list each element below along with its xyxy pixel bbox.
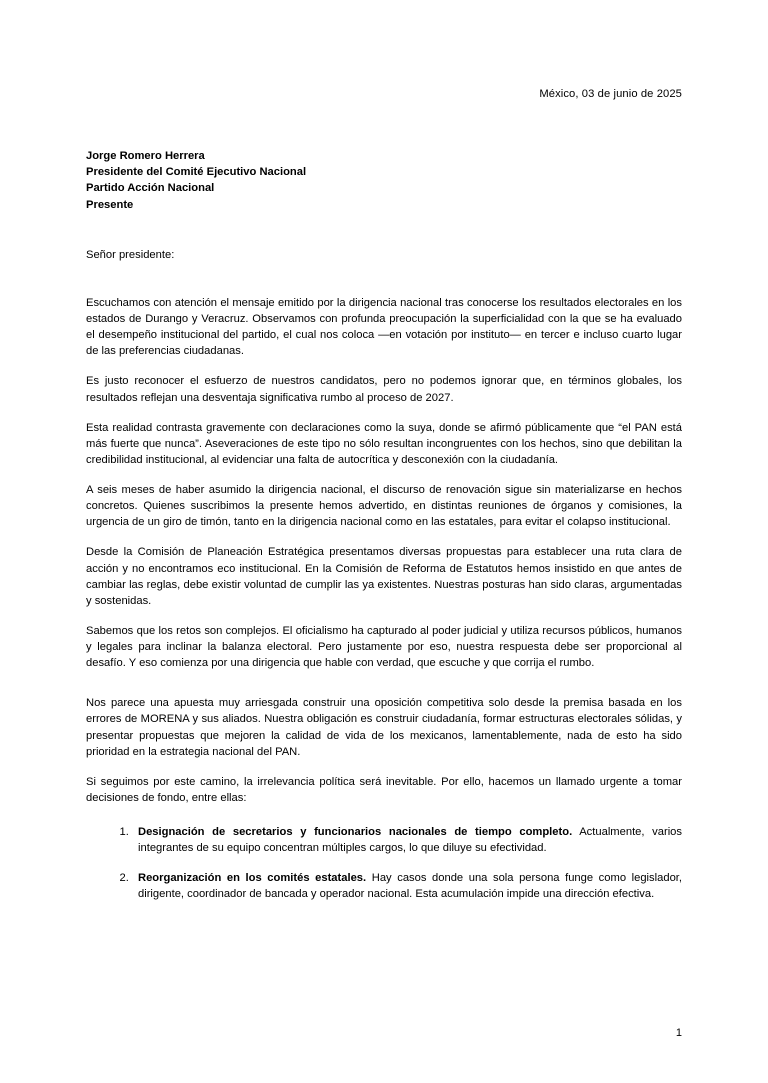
paragraph-6: Sabemos que los retos son complejos. El oficialismo ha capturado al poder judicial y utiliza recursos públicos, humanos y legales para inclinar la balanza electoral. Pero justamente por eso, nuestra respuesta debe ser proporcional al desafío. Y eso comienza por una dirigencia que hable con verdad, que escuche y que corrija el rumbo. — [86, 624, 682, 670]
numbered-list — [86, 824, 682, 903]
list-item-text: Hay casos donde una sola persona funge como legislador, dirigente, coordinador de bancada y operador nacional. Esta acumulación impide una dirección efectiva. — [138, 872, 683, 901]
paragraph-3: Esta realidad contrasta gravemente con declaraciones como la suya, donde se afirmó públicamente que “el PAN está más fuerte que nunca”. Aseveraciones de este tipo no sólo resultan incongruentes con los hechos, sino que debilitan la credibilidad institucional, al evidenciar una falta de autocrítica y desconexión con la ciudadanía. — [86, 421, 682, 466]
addressee-line-2: Presidente del Comité Ejecutivo Nacional — [86, 166, 307, 179]
salutation: Señor presidente: — [86, 248, 175, 261]
addressee-line-4: Presente — [86, 198, 134, 211]
addressee-line-3: Partido Acción Nacional — [86, 182, 215, 195]
paragraph-8: Si seguimos por este camino, la irrelevancia política será inevitable. Por ello, hacemos un llamado urgente a tomar decisiones de fondo, entre ellas: — [86, 775, 682, 804]
list-item — [132, 824, 682, 856]
paragraph-7: Nos parece una apuesta muy arriesgada construir una oposición competitiva solo desde la premisa basada en los errores de MORENA y sus aliados. Nuestra obligación es construir ciudadanía, formar estructuras electorales sólidas, y presentar propuestas que mejoren la calidad de vida de los mexicanos, lamentablemente, nada de esto ha sido prioridad en la estrategia nacional del PAN. — [86, 697, 682, 758]
page-number: 1 — [675, 1027, 682, 1039]
list-item-lead: Designación de secretarios y funcionarios nacionales de tiempo completo. — [138, 826, 573, 839]
paragraph-2: Es justo reconocer el esfuerzo de nuestros candidatos, pero no podemos ignorar que, en términos globales, los resultados reflejan una desventaja significativa rumbo al proceso de 2027. — [86, 375, 682, 404]
paragraph-5: Desde la Comisión de Planeación Estratégica presentamos diversas propuestas para establecer una ruta clara de acción y no encontramos eco institucional. En la Comisión de Reforma de Estatutos hemos insistido en que antes de cambiar las reglas, debe existir voluntad de cumplir las ya existentes. Nuestras posturas han sido claras, argumentadas y sostenidas. — [86, 546, 682, 607]
paragraph-1: Escuchamos con atención el mensaje emitido por la dirigencia nacional tras conocerse los resultados electorales en los estados de Durango y Veracruz. Observamos con profunda preocupación la superficialidad con la que se ha evaluado el desempeño institucional del partido, el cual nos coloca —en votación por instituto— en tercer e incluso cuarto lugar de las preferencias ciudadanas. — [86, 296, 682, 358]
list-item — [132, 870, 682, 902]
paragraph-4: A seis meses de haber asumido la dirigencia nacional, el discurso de renovación sigue sin materializarse en hechos concretos. Quienes suscribimos la presente hemos advertido, en distintas reuniones de órganos y comisiones, la urgencia de un giro de timón, tanto en la dirigencia nacional como en las estatales, para evitar el colapso institucional. — [86, 484, 682, 529]
body-text — [86, 295, 682, 903]
list-item-lead: Reorganización en los comités estatales. — [138, 872, 367, 885]
list-item-text: Actualmente, varios integrantes de su equipo concentran múltiples cargos, lo que diluye su efectividad. — [138, 826, 682, 855]
date-line: México, 03 de junio de 2025 — [539, 88, 682, 100]
document-page — [0, 88, 768, 1083]
addressee-block — [86, 148, 682, 213]
addressee-line-1: Jorge Romero Herrera — [86, 150, 205, 162]
